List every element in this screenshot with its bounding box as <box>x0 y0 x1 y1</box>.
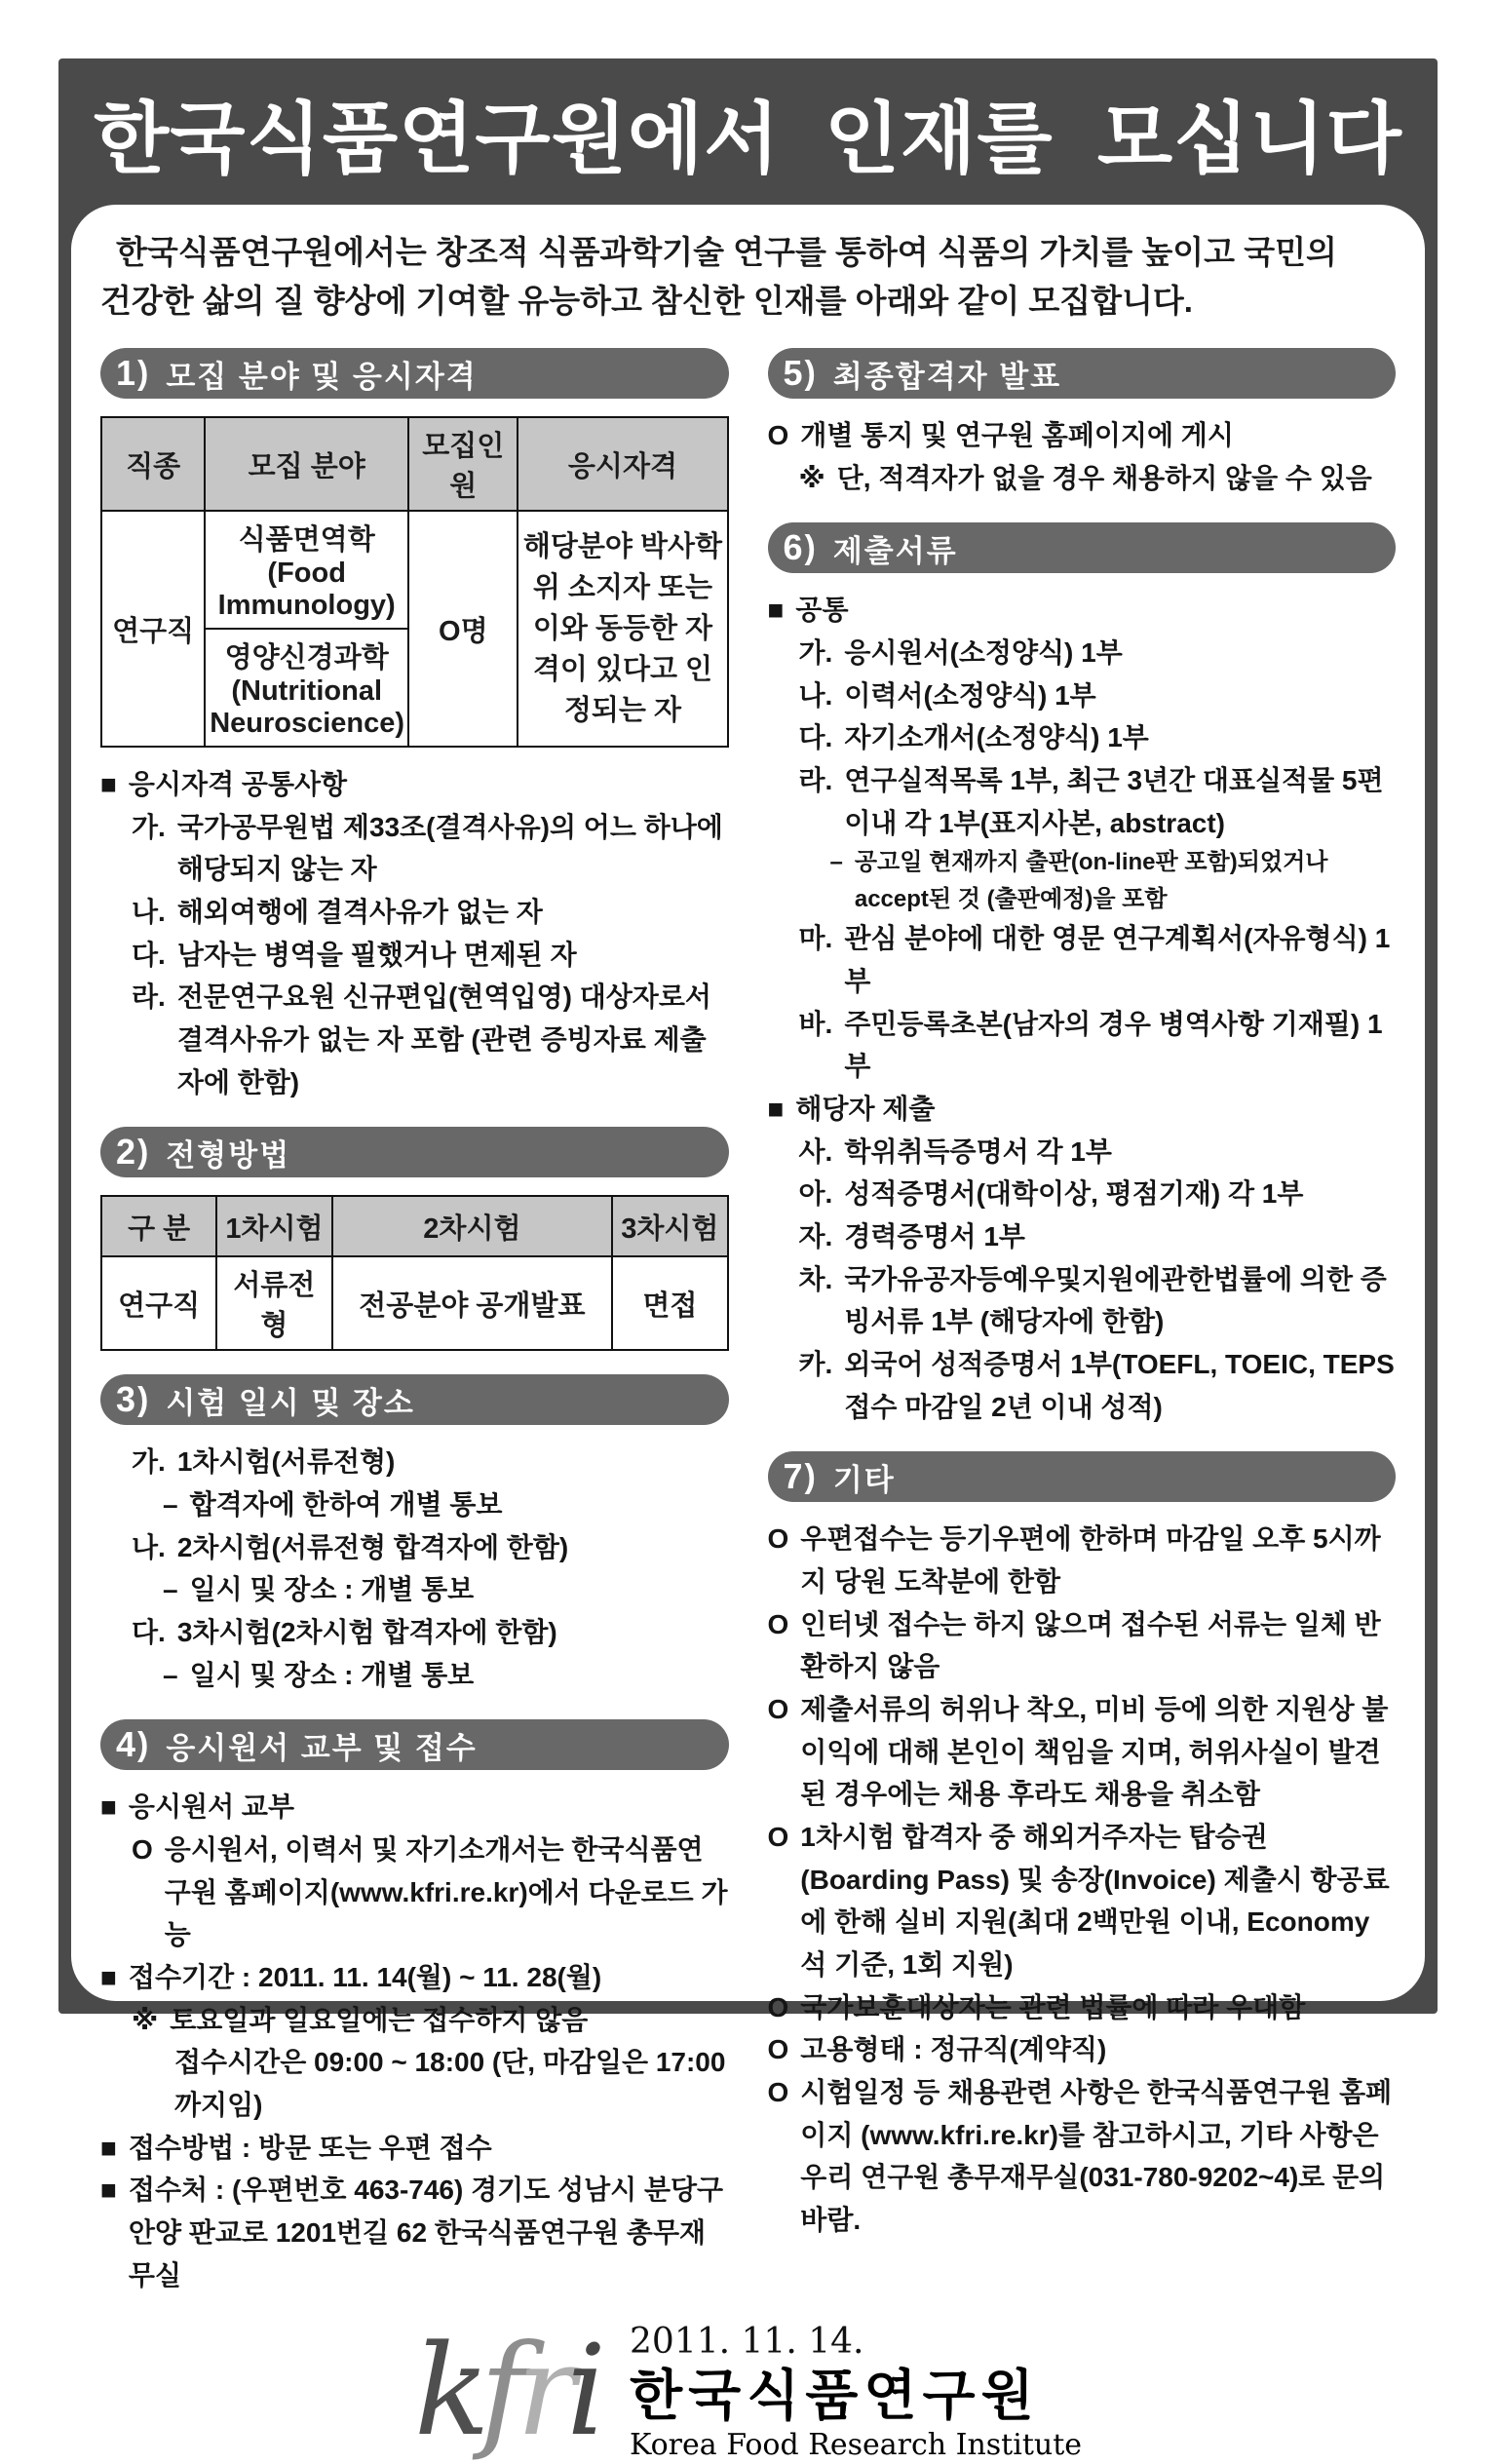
list-item <box>100 2127 729 2170</box>
list-item <box>100 1786 729 1829</box>
list-item <box>100 1483 729 1526</box>
section-title: 응시원서 교부 및 접수 <box>166 1730 478 1765</box>
list-item <box>768 414 1397 457</box>
section-number: 7 <box>783 1456 803 1497</box>
col-header-qualification: 응시자격 <box>518 417 727 511</box>
institute-name-korean: 한국식품연구원 <box>630 2365 1040 2427</box>
list-item-text: 토요일과 일요일에는 접수하지 않음 <box>170 2004 589 2035</box>
section-4-application-submission <box>100 1719 729 2296</box>
left-column <box>100 348 729 2296</box>
section-5-items <box>768 414 1397 499</box>
list-item-bullet: ■ <box>100 769 117 799</box>
list-item-text: 합격자에 한하여 개별 통보 <box>189 1489 503 1521</box>
selection-method-table <box>100 1195 729 1351</box>
col-header-job-type: 직종 <box>101 417 205 511</box>
list-item-text: 응시원서 교부 <box>128 1791 294 1823</box>
cell-field-2 <box>205 629 408 747</box>
list-item-bullet: ■ <box>767 595 785 626</box>
section-paren: ) <box>804 1457 816 1495</box>
list-item <box>768 1343 1397 1428</box>
section-7-header-bar <box>768 1451 1397 1502</box>
list-item-bullet: O <box>767 1523 789 1555</box>
list-item-bullet: 마. <box>798 923 833 954</box>
list-item-text: 경력증명서 1부 <box>844 1220 1025 1251</box>
list-item <box>768 1816 1397 1986</box>
list-item-bullet: 라. <box>798 765 833 796</box>
list-item-text: 해당자 제출 <box>795 1093 936 1124</box>
page-frame <box>58 58 1438 2464</box>
list-item <box>768 1003 1397 1088</box>
list-item <box>100 1829 729 1956</box>
list-item-bullet: O <box>132 1834 153 1866</box>
list-item-text: 2차시험(서류전형 합격자에 한함) <box>176 1531 569 1562</box>
right-column <box>768 348 1397 2296</box>
list-item-bullet: O <box>767 2034 789 2065</box>
announcement-date: 2011. 11. 14. <box>630 2322 864 2363</box>
section-2-selection-method <box>100 1127 729 1351</box>
col-header-exam-2: 2차시험 <box>332 1196 613 1256</box>
content-panel <box>71 205 1425 2464</box>
section-7-items <box>768 1518 1397 2241</box>
list-item-text: 전문연구요원 신규편입(현역입영) 대상자로서 결격사유가 없는 자 포함 (관련 증빙자료 제출자에 한함) <box>176 982 711 1097</box>
section-7-others <box>768 1451 1397 2241</box>
list-item-text: 접수방법 : 방문 또는 우편 접수 <box>128 2132 492 2163</box>
list-item-text: 학위취득증명서 각 1부 <box>844 1136 1112 1167</box>
list-item-text: 공통 <box>795 595 849 626</box>
list-item <box>768 1518 1397 1602</box>
kfri-logo-letter-r: r <box>516 2319 567 2464</box>
list-item-text: 단, 적격자가 없을 경우 채용하지 않을 수 있음 <box>836 462 1372 493</box>
list-item <box>100 2169 729 2296</box>
list-item <box>768 1131 1397 1174</box>
col-header-category: 구 분 <box>101 1196 216 1256</box>
list-item-bullet: O <box>767 1991 789 2022</box>
list-item <box>768 1603 1397 1688</box>
section-2-header-bar <box>100 1127 729 1177</box>
section-paren: ) <box>137 1725 149 1763</box>
list-item-text: 1차시험(서류전형) <box>176 1446 396 1478</box>
section-paren: ) <box>137 1380 149 1418</box>
list-item-bullet: – <box>829 849 843 876</box>
list-item-bullet: 라. <box>132 982 166 1013</box>
section-title: 제출서류 <box>832 533 958 568</box>
section-paren: ) <box>804 354 816 392</box>
list-item <box>100 934 729 977</box>
section-5-final-announcement <box>768 348 1397 499</box>
list-item-bullet: O <box>767 1822 789 1853</box>
list-item <box>768 457 1397 500</box>
list-item-bullet: 자. <box>798 1220 833 1251</box>
cell-qualification: 해당분야 박사학위 소지자 또는 이와 동등한 자격이 있다고 인정되는 자 <box>518 511 727 747</box>
list-item-text: 접수시간은 09:00 ~ 18:00 (단, 마감일은 17:00까지임) <box>174 2047 726 2121</box>
list-item-bullet: 다. <box>132 939 166 970</box>
section-6-items <box>768 589 1397 1428</box>
list-item <box>768 1173 1397 1215</box>
list-item-bullet: 가. <box>132 811 166 842</box>
list-item-bullet: 다. <box>132 1617 166 1648</box>
list-item-bullet: 카. <box>798 1348 833 1379</box>
section-3-exam-schedule <box>100 1374 729 1696</box>
list-item-text: 성적증명서(대학이상, 평점기재) 각 1부 <box>844 1178 1304 1210</box>
field-1-english: (Food Immunology) <box>217 558 396 621</box>
list-item <box>100 1611 729 1654</box>
section-number: 4 <box>116 1724 136 1765</box>
list-item-bullet: 다. <box>798 722 833 753</box>
list-item-bullet: O <box>767 420 789 450</box>
list-item <box>100 891 729 934</box>
page-title: 한국식품연구원에서 인재를 모십니다 <box>94 95 1402 182</box>
list-item <box>768 716 1397 759</box>
list-item <box>768 1258 1397 1343</box>
section-number: 2 <box>116 1132 136 1173</box>
list-item <box>768 1088 1397 1131</box>
list-item-bullet: 가. <box>798 637 833 669</box>
list-item <box>768 1215 1397 1258</box>
cell-count: O명 <box>408 511 518 747</box>
list-item-text: 고용형태 : 정규직(계약직) <box>800 2034 1107 2065</box>
section-paren: ) <box>137 1133 149 1171</box>
list-item-bullet: ■ <box>100 1791 117 1823</box>
list-item <box>768 1688 1397 1816</box>
list-item-text: 제출서류의 허위나 착오, 미비 등에 의한 지원상 불이익에 대해 본인이 책임을 지며, 허위사실이 발견된 경우에는 채용 후라도 채용을 취소함 <box>800 1694 1389 1810</box>
list-item-text: 개별 통지 및 연구원 홈페이지에 게시 <box>800 420 1234 450</box>
list-item <box>100 976 729 1103</box>
list-item <box>768 2071 1397 2242</box>
list-item-bullet: – <box>163 1574 178 1605</box>
field-1-korean: 식품면역학 <box>238 524 375 556</box>
kfri-logo <box>413 2319 597 2464</box>
field-2-korean: 영양신경과학 <box>224 642 389 674</box>
list-item-text: 자기소개서(소정양식) 1부 <box>844 722 1149 753</box>
list-item <box>100 806 729 891</box>
cell-exam-2: 전공분야 공개발표 <box>332 1256 613 1350</box>
list-item <box>768 1986 1397 2029</box>
list-item <box>100 1441 729 1483</box>
field-2-english: (Nutritional Neuroscience) <box>210 675 405 739</box>
col-header-exam-3: 3차시험 <box>612 1196 727 1256</box>
list-item <box>768 844 1397 917</box>
section-6-required-documents <box>768 522 1397 1428</box>
list-item-text: 응시원서, 이력서 및 자기소개서는 한국식품연구원 홈페이지(www.kfri.re.kr)에서 다운로드 가능 <box>164 1834 728 1950</box>
list-item-text: 시험일정 등 채용관련 사항은 한국식품연구원 홈페이지 (www.kfri.re.kr)를 참고하시고, 기타 사항은 우리 연구원 총무재무실(031-780-9202~4)로 문의 바람. <box>800 2077 1393 2236</box>
list-item-text: 남자는 병역을 필했거나 면제된 자 <box>176 939 577 970</box>
list-item <box>768 632 1397 674</box>
cell-category: 연구직 <box>101 1256 216 1350</box>
list-item-bullet: ■ <box>100 2132 117 2163</box>
cell-job-type: 연구직 <box>101 511 205 747</box>
kfri-logo-letter-k: k <box>413 2319 480 2464</box>
intro-line-1: 한국식품연구원에서는 창조적 식품과학기술 연구를 통하여 식품의 가치를 높이고 국민의 <box>116 234 1337 270</box>
section-title: 기타 <box>832 1462 896 1497</box>
list-item-bullet: 바. <box>798 1008 833 1039</box>
footer-text-block <box>630 2322 1082 2462</box>
list-item-bullet: 나. <box>132 1531 166 1562</box>
section-3-items <box>100 1441 729 1696</box>
section-3-header-bar <box>100 1374 729 1425</box>
section-paren: ) <box>137 354 149 392</box>
list-item-bullet: 나. <box>132 897 166 928</box>
col-header-count: 모집인원 <box>408 417 518 511</box>
list-item-bullet <box>163 2041 174 2126</box>
list-item-bullet: O <box>767 1694 789 1724</box>
section-title: 최종합격자 발표 <box>832 359 1062 394</box>
section-number: 3 <box>116 1379 136 1420</box>
list-item <box>768 674 1397 717</box>
list-item-bullet: O <box>767 2077 789 2108</box>
section-number: 6 <box>783 527 803 568</box>
list-item <box>100 1568 729 1611</box>
list-item-bullet: 가. <box>132 1446 166 1478</box>
list-item-text: 국가유공자등예우및지원에관한법률에 의한 증빙서류 1부 (해당자에 한함) <box>844 1263 1387 1337</box>
list-item <box>100 1999 729 2042</box>
cell-field-1 <box>205 511 408 629</box>
list-item <box>768 917 1397 1002</box>
list-item-bullet: ■ <box>100 1962 117 1993</box>
page-title-band <box>58 58 1438 205</box>
list-item <box>768 589 1397 632</box>
footer <box>100 2319 1396 2464</box>
section-title: 모집 분야 및 응시자격 <box>166 359 478 394</box>
list-item-text: 일시 및 장소 : 개별 통보 <box>189 1574 475 1605</box>
section-1-notes <box>100 763 729 1103</box>
list-item <box>100 1526 729 1569</box>
col-header-exam-1: 1차시험 <box>216 1196 331 1256</box>
section-1-header-bar <box>100 348 729 399</box>
table-header-row <box>101 417 728 511</box>
list-item-text: 관심 분야에 대한 영문 연구계획서(자유형식) 1부 <box>844 923 1391 996</box>
institute-name-english: Korea Food Research Institute <box>630 2428 1083 2463</box>
list-item-bullet: – <box>163 1659 178 1690</box>
list-item-text: 응시원서(소정양식) 1부 <box>844 637 1123 669</box>
list-item-text: 인터넷 접수는 하지 않으며 접수된 서류는 일체 반환하지 않음 <box>800 1608 1381 1682</box>
list-item-text: 국가공무원법 제33조(결격사유)의 어느 하나에 해당되지 않는 자 <box>176 811 723 885</box>
list-item-text: 3차시험(2차시험 합격자에 한함) <box>176 1617 557 1648</box>
list-item-bullet: 사. <box>798 1136 833 1167</box>
list-item-bullet: ■ <box>767 1093 785 1124</box>
list-item-text: 연구실적목록 1부, 최근 3년간 대표실적물 5편 이내 각 1부(표지사본, abstract) <box>844 765 1384 838</box>
intro-paragraph <box>100 228 1396 325</box>
list-item-text: 우편접수는 등기우편에 한하며 마감일 오후 5시까지 당원 도착분에 한함 <box>800 1523 1381 1597</box>
section-5-header-bar <box>768 348 1397 399</box>
recruit-fields-table <box>100 416 729 748</box>
list-item <box>100 1956 729 1999</box>
list-item-text: 외국어 성적증명서 1부(TOEFL, TOEIC, TEPS 접수 마감일 2년 이내 성적) <box>844 1348 1395 1422</box>
intro-line-2: 건강한 삶의 질 향상에 기여할 유능하고 참신한 인재를 아래와 같이 모집합니다. <box>100 282 1193 319</box>
list-item-bullet: 아. <box>798 1178 833 1210</box>
section-1-recruit-fields <box>100 348 729 1103</box>
list-item <box>768 2028 1397 2071</box>
list-item-text: 1차시험 합격자 중 해외거주자는 탑승권(Boarding Pass) 및 송장(Invoice) 제출시 항공료에 한해 실비 지원(최대 2백만원 이내, Economy석 기준, 1회 지원) <box>800 1822 1390 1981</box>
list-item-text: 해외여행에 결격사유가 없는 자 <box>176 897 543 928</box>
section-number: 5 <box>783 353 803 393</box>
kfri-logo-letter-i: i <box>566 2319 597 2464</box>
col-header-field: 모집 분야 <box>205 417 408 511</box>
list-item <box>768 759 1397 844</box>
list-item-bullet: ※ <box>132 2004 159 2035</box>
list-item-text: 이력서(소정양식) 1부 <box>844 679 1096 711</box>
list-item-bullet: ※ <box>798 462 825 493</box>
list-item-text: 국가보훈대상자는 관련 법률에 따라 우대함 <box>800 1991 1306 2022</box>
section-title: 전형방법 <box>166 1137 291 1173</box>
section-6-header-bar <box>768 522 1397 573</box>
section-number: 1 <box>116 353 136 393</box>
list-item-bullet: 나. <box>798 679 833 711</box>
list-item-text: 응시자격 공통사항 <box>128 769 348 799</box>
section-4-header-bar <box>100 1719 729 1770</box>
list-item-text: 접수기간 : 2011. 11. 14(월) ~ 11. 28(월) <box>128 1962 602 1993</box>
section-title: 시험 일시 및 장소 <box>166 1385 415 1420</box>
list-item-bullet: 차. <box>798 1263 833 1294</box>
section-paren: ) <box>804 528 816 566</box>
list-item-text: 일시 및 장소 : 개별 통보 <box>189 1659 475 1690</box>
list-item-bullet: – <box>163 1489 178 1521</box>
list-item <box>100 2041 729 2126</box>
list-item <box>100 1654 729 1697</box>
cell-exam-3: 면접 <box>612 1256 727 1350</box>
section-4-items <box>100 1786 729 2296</box>
list-item-text: 주민등록초본(남자의 경우 병역사항 기재필) 1부 <box>844 1008 1383 1082</box>
two-column-layout <box>100 348 1396 2296</box>
table-row <box>101 1256 728 1350</box>
list-item-text: 접수처 : (우편번호 463-746) 경기도 성남시 분당구 안양 판교로 1201번길 62 한국식품연구원 총무재무실 <box>128 2175 724 2291</box>
cell-exam-1: 서류전형 <box>216 1256 331 1350</box>
list-item-text: 공고일 현재까지 출판(on-line판 포함)되었거나 accept된 것 (출판예정)을 포함 <box>854 849 1328 912</box>
table-header-row <box>101 1196 728 1256</box>
table-row <box>101 511 728 629</box>
list-item-bullet: O <box>767 1608 789 1639</box>
list-item-bullet: ■ <box>100 2175 117 2206</box>
kfri-logo-letter-f: f <box>479 2319 517 2464</box>
list-item <box>100 763 729 806</box>
